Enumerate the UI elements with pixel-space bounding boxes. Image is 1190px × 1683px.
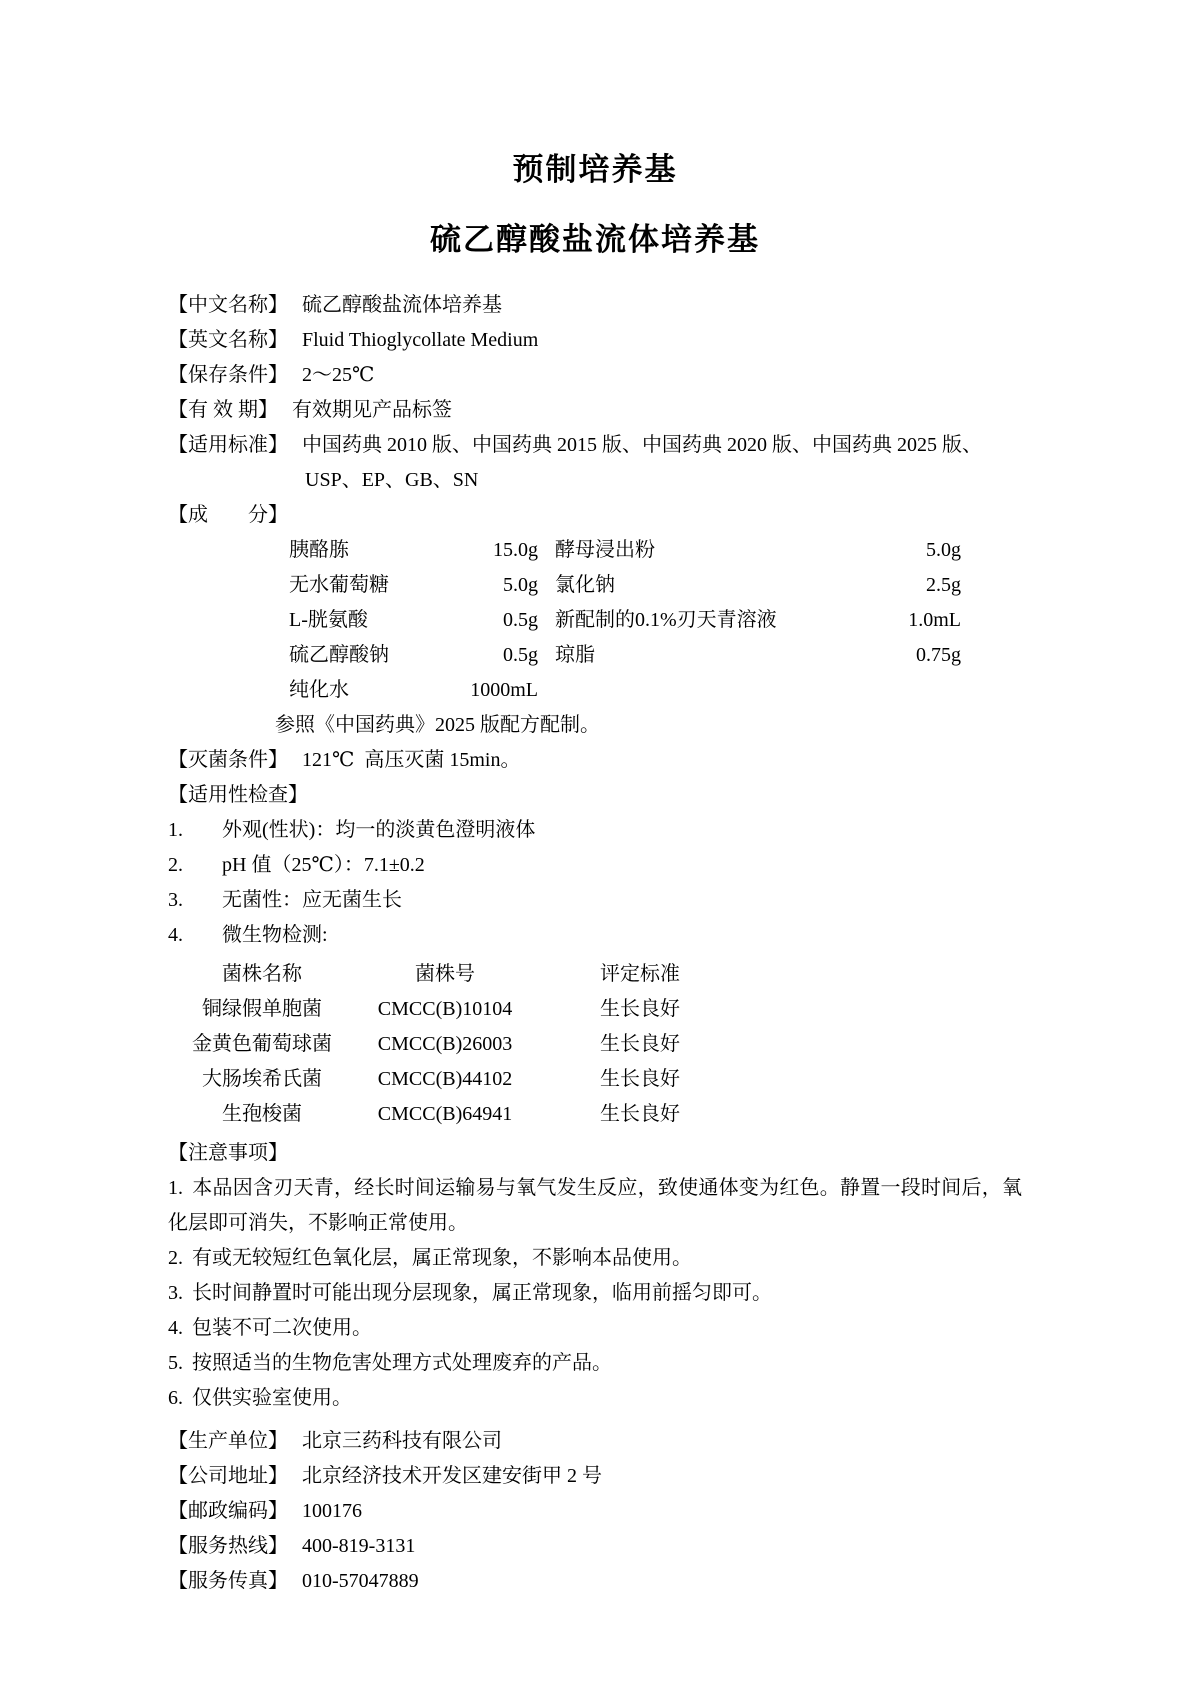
precaution-item bbox=[168, 1276, 1022, 1311]
composition-row bbox=[289, 568, 1022, 603]
field-value: 010-57047889 bbox=[302, 1570, 419, 1592]
item-text: 长时间静置时可能出现分层现象，属正常现象，临用前摇匀即可。 bbox=[192, 1282, 772, 1304]
item-number: 4. bbox=[168, 924, 183, 946]
field-label: 【公司地址】 bbox=[168, 1465, 288, 1487]
strain-table-header bbox=[168, 957, 1022, 992]
ingredient-amount: 15.0g bbox=[493, 539, 538, 561]
sterilization-value: 121℃ 高压灭菌 15min。 bbox=[302, 749, 521, 771]
composition-note: 参照《中国药典》2025 版配方配制。 bbox=[275, 714, 600, 736]
item-text: 有或无较短红色氧化层，属正常现象，不影响本品使用。 bbox=[192, 1247, 692, 1269]
service-hotline-line bbox=[168, 1529, 1022, 1564]
table-row bbox=[168, 1097, 1022, 1132]
strain-result: 生长良好 bbox=[600, 1103, 680, 1125]
column-header: 菌株名称 bbox=[222, 963, 302, 985]
composition-row bbox=[289, 603, 1022, 638]
field-applicable-standards-line2: USP、EP、GB、SN bbox=[305, 469, 479, 491]
ingredient-amount: 0.5g bbox=[503, 609, 538, 631]
strain-name: 生孢梭菌 bbox=[222, 1103, 302, 1125]
strain-result: 生长良好 bbox=[600, 1068, 680, 1090]
ingredient-amount: 1000mL bbox=[470, 679, 538, 701]
item-number: 6. bbox=[168, 1387, 183, 1409]
ingredient-name: 琼脂 bbox=[555, 644, 595, 666]
ingredient-name: 氯化钠 bbox=[555, 574, 615, 596]
strain-name: 金黄色葡萄球菌 bbox=[192, 1033, 332, 1055]
field-value: 有效期见产品标签 bbox=[292, 399, 452, 421]
strain-name: 铜绿假单胞菌 bbox=[202, 998, 322, 1020]
ingredient-amount: 2.5g bbox=[926, 574, 961, 596]
field-value-line1: 中国药典 2010 版、中国药典 2015 版、中国药典 2020 版、中国药典 2025 版、 bbox=[302, 434, 982, 456]
manufacturer-line bbox=[168, 1424, 1022, 1459]
item-text: 按照适当的生物危害处理方式处理废弃的产品。 bbox=[192, 1352, 612, 1374]
suitability-label: 【适用性检查】 bbox=[168, 784, 308, 806]
strain-number: CMCC(B)10104 bbox=[377, 998, 513, 1020]
field-applicable-standards bbox=[168, 428, 1022, 463]
precaution-item bbox=[168, 1346, 1022, 1381]
strain-number: CMCC(B)64941 bbox=[377, 1103, 513, 1125]
field-label: 【英文名称】 bbox=[168, 329, 288, 351]
suitability-list bbox=[168, 813, 1022, 953]
ingredient-name: 硫乙醇酸钠 bbox=[289, 644, 389, 666]
manufacturer-section bbox=[168, 1424, 1022, 1599]
field-english-name bbox=[168, 323, 1022, 358]
strain-number: CMCC(B)44102 bbox=[377, 1068, 513, 1090]
ingredient-name: 酵母浸出粉 bbox=[555, 539, 655, 561]
sterilization-label: 【灭菌条件】 bbox=[168, 749, 288, 771]
ingredient-amount bbox=[825, 673, 961, 708]
precaution-item bbox=[168, 1241, 1022, 1276]
company-address-line bbox=[168, 1459, 1022, 1494]
field-value: 100176 bbox=[302, 1500, 362, 1522]
field-value: Fluid Thioglycollate Medium bbox=[302, 329, 539, 351]
page-subtitle: 硫乙醇酸盐流体培养基 bbox=[430, 222, 760, 257]
strain-table bbox=[168, 957, 1022, 1132]
ingredient-name: 胰酪胨 bbox=[289, 539, 349, 561]
ingredient-amount: 5.0g bbox=[503, 574, 538, 596]
field-storage-condition bbox=[168, 358, 1022, 393]
suitability-item bbox=[168, 883, 1022, 918]
precaution-item bbox=[168, 1311, 1022, 1346]
field-value: 北京经济技术开发区建安街甲 2 号 bbox=[302, 1465, 602, 1487]
field-value: 2～25℃ bbox=[302, 364, 375, 386]
suitability-item bbox=[168, 848, 1022, 883]
field-value: 硫乙醇酸盐流体培养基 bbox=[302, 294, 502, 316]
item-text: 无菌性：应无菌生长 bbox=[222, 889, 402, 911]
item-number: 3. bbox=[168, 1282, 183, 1304]
ingredient-name: L-胱氨酸 bbox=[289, 609, 368, 631]
ingredient-name: 无水葡萄糖 bbox=[289, 574, 389, 596]
table-row bbox=[168, 992, 1022, 1027]
field-label: 【邮政编码】 bbox=[168, 1500, 288, 1522]
ingredient-amount: 5.0g bbox=[926, 539, 961, 561]
item-number: 5. bbox=[168, 1352, 183, 1374]
precaution-item bbox=[168, 1381, 1022, 1416]
composition-row bbox=[289, 533, 1022, 568]
item-number: 4. bbox=[168, 1317, 183, 1339]
precaution-item bbox=[168, 1171, 1022, 1241]
field-label: 【保存条件】 bbox=[168, 364, 288, 386]
column-header: 评定标准 bbox=[600, 963, 680, 985]
item-number: 3. bbox=[168, 889, 183, 911]
suitability-item bbox=[168, 918, 1022, 953]
strain-number: CMCC(B)26003 bbox=[377, 1033, 513, 1055]
table-row bbox=[168, 1062, 1022, 1097]
page-title: 预制培养基 bbox=[512, 152, 678, 187]
suitability-item bbox=[168, 813, 1022, 848]
service-fax-line bbox=[168, 1564, 1022, 1599]
item-text: 仅供实验室使用。 bbox=[192, 1387, 352, 1409]
item-text: 包装不可二次使用。 bbox=[192, 1317, 372, 1339]
composition-row bbox=[289, 638, 1022, 673]
field-label: 【中文名称】 bbox=[168, 294, 288, 316]
ingredient-amount: 0.75g bbox=[916, 644, 961, 666]
precautions-section bbox=[168, 1136, 1022, 1416]
item-text: 微生物检测: bbox=[222, 924, 328, 946]
field-label: 【生产单位】 bbox=[168, 1430, 288, 1452]
field-chinese-name bbox=[168, 288, 1022, 323]
precautions-label: 【注意事项】 bbox=[168, 1142, 288, 1164]
ingredient-name bbox=[538, 673, 825, 708]
sterilization-line bbox=[168, 743, 1022, 778]
field-value: 北京三药科技有限公司 bbox=[302, 1430, 502, 1452]
composition-table bbox=[289, 533, 1022, 708]
field-label: 【有 效 期】 bbox=[168, 399, 278, 421]
item-number: 2. bbox=[168, 854, 183, 876]
composition-label: 【成 分】 bbox=[168, 504, 288, 526]
item-text: pH 值（25℃）：7.1±0.2 bbox=[222, 854, 425, 876]
item-text: 本品因含刃天青，经长时间运输易与氧气发生反应，致使通体变为红色。静置一段时间后，氧化层即可消失，不影响正常使用。 bbox=[168, 1177, 1022, 1234]
postal-code-line bbox=[168, 1494, 1022, 1529]
strain-result: 生长良好 bbox=[600, 998, 680, 1020]
ingredient-amount: 1.0mL bbox=[908, 609, 961, 631]
table-row bbox=[168, 1027, 1022, 1062]
header-fields bbox=[168, 288, 1022, 533]
field-label: 【服务传真】 bbox=[168, 1570, 288, 1592]
ingredient-name: 纯化水 bbox=[289, 679, 349, 701]
strain-result: 生长良好 bbox=[600, 1033, 680, 1055]
item-number: 1. bbox=[168, 819, 183, 841]
column-header: 菌株号 bbox=[415, 963, 475, 985]
composition-row bbox=[289, 673, 1022, 708]
item-number: 2. bbox=[168, 1247, 183, 1269]
field-label: 【服务热线】 bbox=[168, 1535, 288, 1557]
ingredient-name: 新配制的0.1%刃天青溶液 bbox=[555, 609, 777, 631]
field-value: 400-819-3131 bbox=[302, 1535, 416, 1557]
item-number: 1. bbox=[168, 1177, 183, 1199]
item-text: 外观(性状)：均一的淡黄色澄明液体 bbox=[222, 819, 536, 841]
ingredient-amount: 0.5g bbox=[503, 644, 538, 666]
field-shelf-life bbox=[168, 393, 1022, 428]
strain-name: 大肠埃希氏菌 bbox=[202, 1068, 322, 1090]
field-label: 【适用标准】 bbox=[168, 434, 288, 456]
